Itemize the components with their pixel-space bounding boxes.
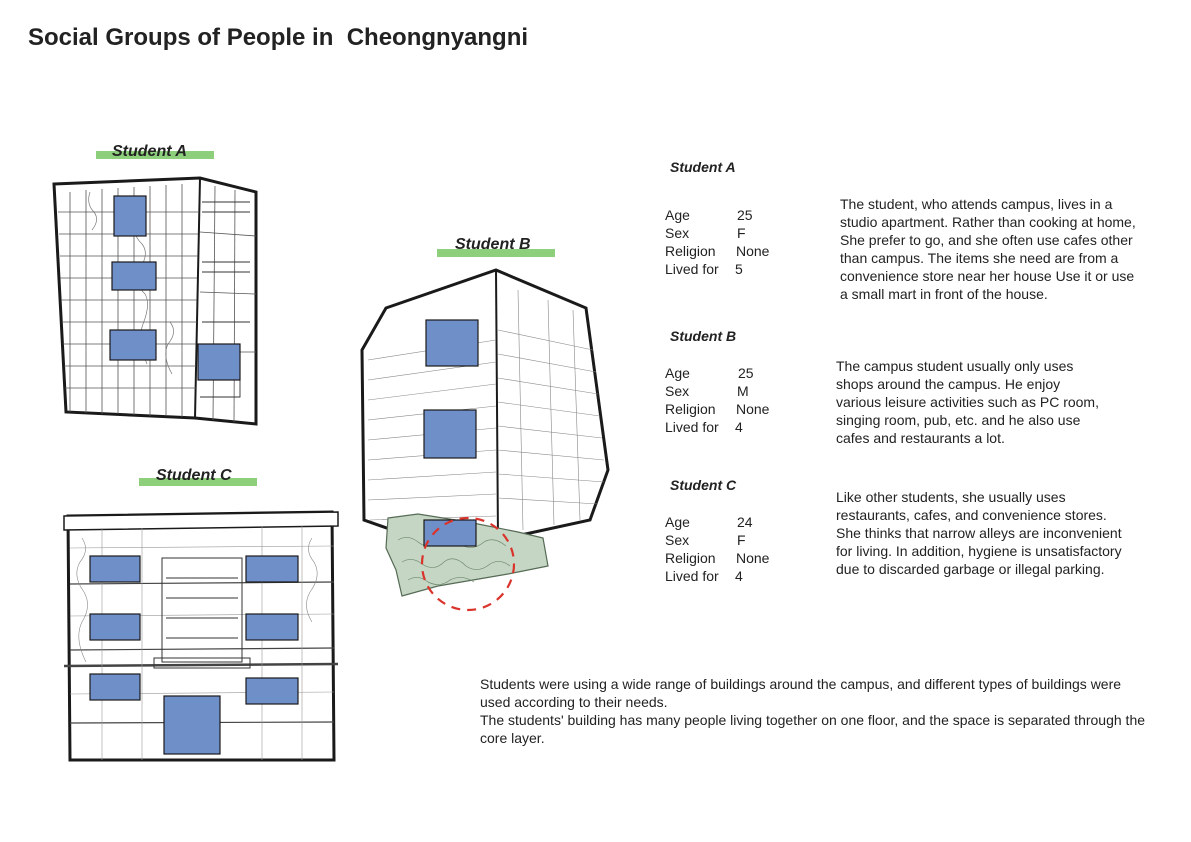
profile-b-description: The campus student usually only uses shops around the campus. He enjoy various leisure activities such as PC room, singing room, pub, etc. and he also use cafes and restaurants a lot.: [836, 358, 1099, 446]
student-a-label: Student A: [112, 143, 187, 160]
attr-value: None: [736, 401, 770, 417]
attr-key: Sex: [665, 383, 690, 399]
profile-b-heading: Student B: [670, 328, 737, 344]
attr-value: F: [737, 225, 746, 241]
page-title: Social Groups of People in Cheongnyangni: [28, 24, 529, 51]
profile-c-attributes: [665, 513, 825, 585]
attr-key: Sex: [665, 532, 690, 548]
profile-a-attributes: [665, 206, 825, 278]
summary-line-2: The students' building has many people living together on one floor, and the space is separated through the core layer.: [480, 712, 1146, 746]
student-c-label: Student C: [156, 467, 232, 484]
profile-c-heading: Student C: [670, 477, 737, 493]
attr-value: 4: [735, 568, 743, 584]
profile-a-description: The student, who attends campus, lives in a studio apartment. Rather than cooking at home, She prefer to go, and she often use cafes other than campus. The items she need are from a convenience store near her house Use it or use a small mart in front of the house.: [840, 196, 1136, 302]
profile-b-attributes: [665, 364, 825, 436]
summary-text: [480, 675, 1145, 747]
attr-key: Age: [665, 514, 690, 530]
attr-key: Lived for: [665, 261, 719, 277]
attr-key: Lived for: [665, 419, 719, 435]
student-b-label: Student B: [455, 236, 531, 253]
attr-key: Age: [665, 365, 690, 381]
attr-value: 4: [735, 419, 743, 435]
attr-value: 25: [737, 207, 753, 223]
student-b-building-illustration: [358, 270, 628, 615]
attr-value: 25: [738, 365, 754, 381]
profile-c-description: Like other students, she usually uses restaurants, cafes, and convenience stores. She thinks that narrow alleys are inconvenient for living. In addition, hygiene is unsatisfactory due to discarded garbage or illegal parking.: [836, 489, 1122, 577]
attr-key: Sex: [665, 225, 690, 241]
attr-value: 24: [737, 514, 753, 530]
student-a-building-illustration: [50, 172, 265, 427]
student-c-building-illustration: [62, 498, 342, 764]
profile-a-heading: Student A: [670, 159, 736, 175]
attr-value: F: [737, 532, 746, 548]
summary-line-1: Students were using a wide range of buildings around the campus, and different types of buildings were used according to their needs.: [480, 676, 1122, 710]
attr-value: None: [736, 550, 770, 566]
attr-key: Lived for: [665, 568, 719, 584]
attr-value: 5: [735, 261, 743, 277]
attr-key: Religion: [665, 401, 716, 417]
attr-key: Religion: [665, 243, 716, 259]
attr-key: Age: [665, 207, 690, 223]
attr-value: None: [736, 243, 770, 259]
attr-key: Religion: [665, 550, 716, 566]
attr-value: M: [737, 383, 749, 399]
